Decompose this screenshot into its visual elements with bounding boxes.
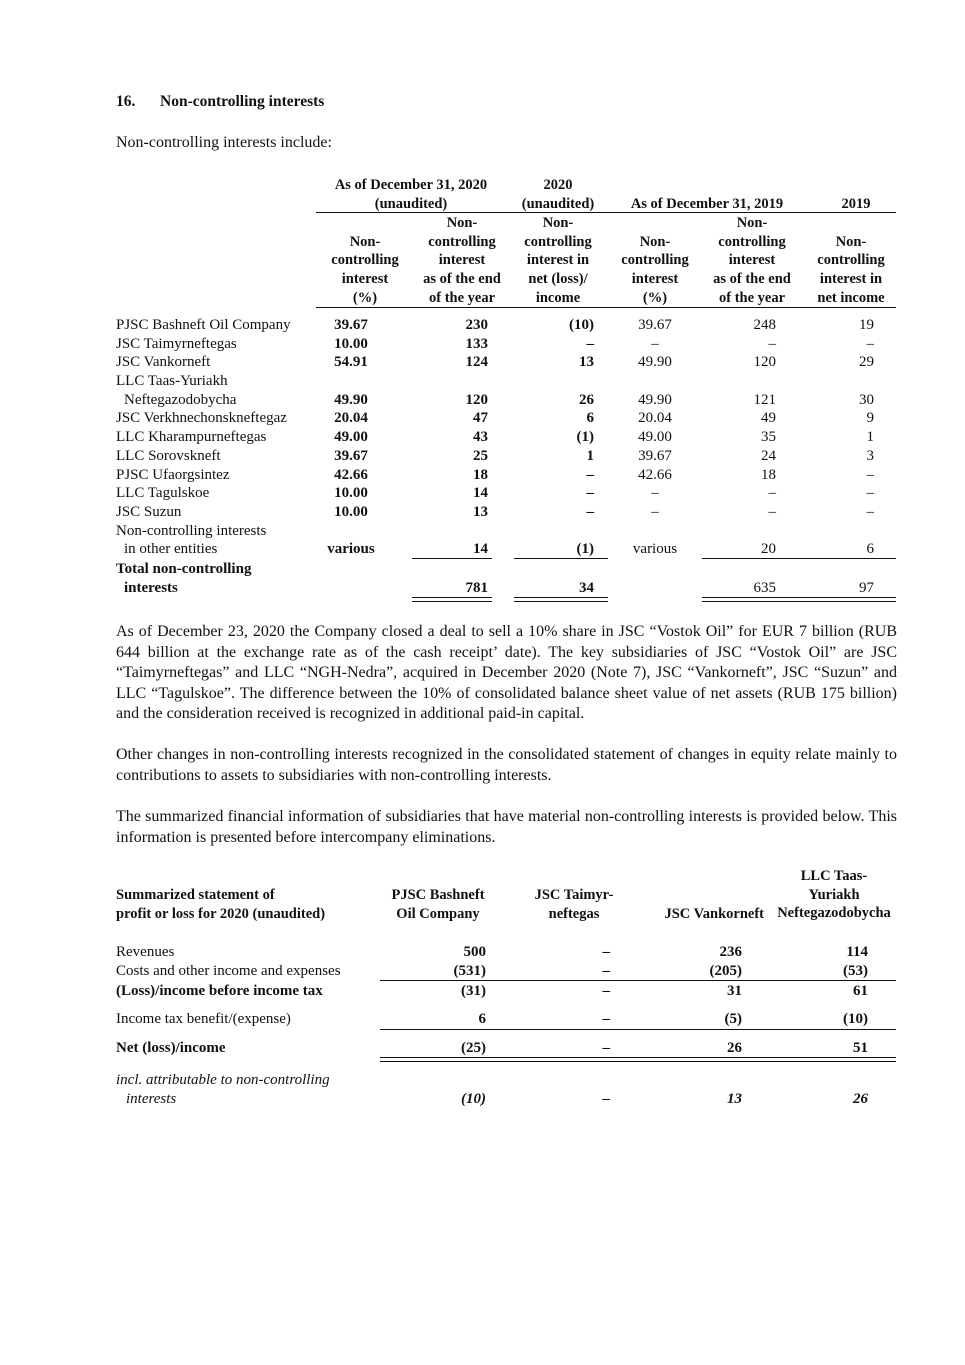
table-row-income-tax [116,1010,896,1029]
cell-nci-pct-2019: various [632,541,678,558]
total-nci-2020: 781 [465,579,488,596]
row-label: LLC Sorovskneft [116,447,221,464]
table2-title-line: profit or loss for 2020 (unaudited) [116,905,326,922]
table-row-nci [116,1090,896,1109]
cell-nci-income-2019: – [866,466,874,483]
table-row-before-tax [116,982,896,1001]
cell-bashneft: (10) [461,1090,486,1107]
table-row [116,316,896,335]
cell-nci-2019: 24 [761,447,776,464]
col-header-c2-line: of the year [428,289,496,306]
cell-nci-pct-2020: 49.00 [334,429,368,446]
col-header-c1-line: interest [341,271,389,288]
table-row-revenues [116,943,896,962]
section-number: 16. [116,93,136,110]
cell-nci-income-2019: 19 [859,317,874,333]
col-header-c3-line: controlling [524,233,592,250]
cell-taas-yuriakh: 61 [853,983,868,999]
col-header-c5 [704,214,800,308]
cell-nci-income-2020: (1) [576,541,594,558]
row-label: LLC Kharampurneftegas [116,429,267,446]
col-header-c1-line: Non- [349,233,381,250]
col-header-c5-line: interest [728,252,776,269]
intro-text: Non-controlling interests include: [116,134,332,151]
col-header-c5-line: controlling [718,233,786,250]
cell-nci-2019: – [768,503,776,520]
cell-nci-income-2020: 6 [586,410,594,427]
table-row [116,447,896,466]
total-nci-income-2020: 34 [579,579,594,596]
cell-nci-pct-2020: 49.90 [334,391,368,408]
table-row-nci-label [116,1071,896,1090]
cell-nci-pct-2019: – [651,485,659,502]
cell-taimyrneftegas: – [602,944,610,960]
cell-nci-2019: – [768,335,776,352]
table-row [116,484,896,503]
cell-nci-2020: 14 [473,485,488,502]
cell-nci-pct-2019: 39.67 [638,317,672,333]
cell-nci-2019: 35 [761,429,776,446]
row-label: Revenues [116,944,175,960]
col-header-c4-line: interest [631,271,679,288]
col-header-c2-line: controlling [428,233,496,250]
cell-taimyrneftegas: – [602,1040,610,1056]
cell-nci-income-2019: 6 [866,541,874,558]
col-header-line: PJSC Bashneft [391,887,485,903]
total-nci-income-2019: 97 [859,579,874,596]
row-label: interests [126,1090,177,1107]
total-double-rule [412,597,492,602]
table-row [116,540,896,559]
cell-nci-income-2019: 9 [866,410,874,427]
column-header-rule [316,307,896,308]
cell-nci-2019: 18 [761,466,776,483]
cell-taas-yuriakh: (53) [843,962,868,979]
cell-nci-pct-2020: 42.66 [334,466,368,483]
cell-nci-2020: 230 [465,317,488,333]
cell-nci-income-2020: 26 [579,391,594,408]
table-row [116,409,896,428]
cell-taas-yuriakh: 26 [853,1090,868,1107]
col-header-c4-line [608,214,702,233]
cell-nci-2020: 133 [465,335,488,352]
cell-vankorneft: (205) [709,962,742,979]
cell-nci-income-2020: – [586,466,594,483]
subtotal-rule [412,558,492,559]
paragraph-vostok-oil: As of December 23, 2020 the Company closed a deal to sell a 10% share in JSC “Vostok Oil” for EUR 7 billion (RUB 644 billion at the exchange rate as of the cash receipt’ date). The key subsidiaries of JSC “Vostok Oil” are JSC “Taimyrneftegas” and LLC “NGH-Nedra”, acquired in December 2020 (Note 7), JSC “Vankorneft”, JSC “Suzun” and LLC “Tagulskoe”. The difference between the 10% of consolidated balance sheet value of net assets (RUB 175 billion) and the consideration received is recognized in additional paid-in capital. [116,623,897,722]
col-header-c6-line [806,214,896,233]
col-header-c3 [514,214,602,308]
table-row [116,522,896,541]
cell-taimyrneftegas: – [602,1090,610,1107]
row-label: Costs and other income and expenses [116,962,341,979]
cell-nci-2020: 47 [473,410,488,427]
row-label: PJSC Bashneft Oil Company [116,317,291,333]
subtotal-rule [380,1029,896,1030]
table-row [116,466,896,485]
cell-bashneft: (531) [453,962,486,979]
cell-nci-pct-2019: 42.66 [638,466,672,483]
cell-vankorneft: 31 [727,983,742,999]
col-header-c3-line: Non- [542,215,574,231]
total-double-rule [514,597,608,602]
group-header-2020-income-line2: (unaudited) [521,195,595,212]
section-heading [116,93,324,111]
cell-vankorneft: 236 [719,944,742,960]
row-label: JSC Vankorneft [116,354,211,371]
cell-nci-2020: 14 [473,541,488,558]
cell-vankorneft: (5) [724,1011,742,1027]
row-label: Neftegazodobycha [124,391,237,408]
col-header-c2-line: Non- [446,215,478,231]
col-header-c4 [608,214,702,308]
cell-taimyrneftegas: – [602,962,610,979]
cell-nci-2019: 20 [761,541,776,558]
table-row [116,428,896,447]
col-header-taas-yuriakh [764,867,904,923]
group-header-2020-income [514,176,602,213]
cell-nci-2020: 120 [465,391,488,408]
cell-nci-pct-2019: – [651,335,659,352]
cell-nci-pct-2019: 49.90 [638,391,672,408]
group-header-2019-income: 2019 [841,195,871,212]
col-header-c1-line [316,214,414,233]
cell-nci-income-2019: 3 [866,447,874,464]
paragraph-summarized-info: The summarized financial information of subsidiaries that have material non-controlling interests is provided below. This information is presented before intercompany eliminations. [116,808,897,846]
total-nci-2019: 635 [753,579,776,596]
cell-taas-yuriakh: (10) [843,1011,868,1027]
table-row [116,503,896,522]
cell-nci-income-2019: 30 [859,391,874,408]
group-header-2020-line1: As of December 31, 2020 [334,177,488,193]
col-header-c1 [316,214,414,308]
group-header-2020 [316,176,506,213]
cell-bashneft: (31) [461,983,486,999]
row-label: in other entities [124,541,218,558]
row-label: JSC Taimyrneftegas [116,335,237,352]
cell-nci-income-2019: 1 [866,429,874,446]
subtotal-rule [514,558,608,559]
col-header-c1-line: (%) [352,289,378,306]
group-header-2020-line2: (unaudited) [374,195,448,212]
cell-nci-income-2020: 1 [586,447,594,464]
row-label: Non-controlling interests [116,522,267,539]
row-label: JSC Suzun [116,503,182,520]
row-label: Net (loss)/income [116,1040,226,1056]
subtotal-rule [702,558,896,559]
row-label: LLC Taas-Yuriakh [116,373,228,390]
col-header-c4-line: Non- [639,233,671,250]
col-header-c6 [806,214,896,308]
table-row-net-income [116,1039,896,1058]
cell-bashneft: 6 [478,1011,486,1027]
table2-title [116,886,325,923]
col-header-line: JSC Taimyr- [534,887,614,903]
cell-bashneft: 500 [463,944,486,960]
cell-nci-pct-2020: 10.00 [334,503,368,520]
col-header-c2-line: interest [438,252,486,269]
cell-nci-2020: 18 [473,466,488,483]
col-header-c2 [414,214,510,308]
col-header-taimyrneftegas [514,886,634,923]
cell-nci-pct-2020: 10.00 [334,485,368,502]
col-header-c6-line: net income [817,289,885,306]
cell-nci-pct-2019: – [651,503,659,520]
group-header-2020-income-line1: 2020 [543,177,573,193]
col-header-c5-line: as of the end [713,271,791,288]
cell-nci-pct-2020: 20.04 [334,410,368,427]
col-header-c3-line: income [535,289,581,306]
col-header-c2-line: as of the end [423,271,501,288]
cell-nci-income-2020: (10) [569,317,594,333]
cell-vankorneft: 13 [727,1090,742,1107]
cell-nci-2019: 120 [753,354,776,371]
row-label: incl. attributable to non-controlling [116,1072,330,1088]
cell-nci-pct-2020: 39.67 [334,447,368,464]
cell-nci-pct-2019: 20.04 [638,410,672,427]
cell-nci-pct-2020: 39.67 [334,317,368,333]
table-row [116,353,896,372]
col-header-c3-line: net (loss)/ [528,271,588,288]
col-header-c1-line: controlling [331,252,399,269]
cell-nci-2019: – [768,485,776,502]
col-header-bashneft [378,886,498,923]
table-row [116,372,896,391]
nci-table-body [116,316,896,559]
col-header-c5-line: Non- [736,215,768,231]
cell-nci-income-2020: 13 [579,354,594,371]
group-header-2019: As of December 31, 2019 [630,195,784,212]
cell-taimyrneftegas: – [602,1011,610,1027]
col-header-c4-line: (%) [642,289,668,306]
cell-nci-income-2019: – [866,335,874,352]
header-rule [316,212,896,213]
cell-nci-pct-2019: 49.90 [638,354,672,371]
row-label: JSC Verkhnechonskneftegaz [116,410,287,427]
total-row-label [116,560,896,579]
cell-nci-income-2019: – [866,485,874,502]
cell-nci-pct-2020: 10.00 [334,335,368,352]
table2-title-line: Summarized statement of [116,887,275,903]
total-label: interests [124,579,178,596]
col-header-line: JSC Vankorneft [664,905,764,922]
col-header-line: Oil Company [396,905,480,922]
total-double-rule [380,1057,896,1062]
col-header-vankorneft [644,905,764,924]
cell-taimyrneftegas: – [602,983,610,999]
subtotal-rule [380,980,896,981]
col-header-line: Yuriakh [808,886,860,903]
cell-nci-pct-2019: 39.67 [638,447,672,464]
col-header-c3-line: interest in [526,252,590,269]
cell-nci-income-2020: (1) [576,429,594,446]
table-row-costs [116,962,896,981]
col-header-line: neftegas [548,905,600,922]
cell-nci-2019: 248 [753,317,776,333]
row-label: (Loss)/income before income tax [116,983,323,999]
cell-nci-income-2019: – [866,503,874,520]
row-label: LLC Tagulskoe [116,485,210,502]
section-title: Non-controlling interests [160,93,325,110]
cell-nci-pct-2020: various [327,541,375,558]
cell-taas-yuriakh: 114 [846,944,868,960]
cell-nci-2019: 121 [753,391,776,408]
cell-nci-pct-2019: 49.00 [638,429,672,446]
cell-nci-income-2020: – [586,335,594,352]
cell-taas-yuriakh: 51 [853,1040,868,1056]
table-row [116,335,896,354]
total-row [116,579,896,598]
cell-nci-pct-2020: 54.91 [334,354,368,371]
cell-nci-2019: 49 [761,410,776,427]
total-double-rule [702,597,896,602]
paragraph-other-changes: Other changes in non-controlling interests recognized in the consolidated statement of changes in equity relate mainly to contributions to assets to subsidiaries with non-controlling interests. [116,746,897,784]
col-header-c4-line: controlling [621,252,689,269]
cell-nci-2020: 25 [473,447,488,464]
col-header-line: LLC Taas- [800,868,868,884]
cell-nci-2020: 13 [473,503,488,520]
cell-nci-2020: 124 [465,354,488,371]
col-header-c6-line: controlling [817,252,885,269]
col-header-line: Neftegazodobycha [777,905,891,922]
total-label: Total non-controlling [116,561,252,577]
col-header-c6-line: Non- [835,233,867,250]
cell-nci-2020: 43 [473,429,488,446]
cell-vankorneft: 26 [727,1040,742,1056]
row-label: PJSC Ufaorgsintez [116,466,230,483]
cell-nci-income-2019: 29 [859,354,874,371]
cell-nci-income-2020: – [586,503,594,520]
col-header-c6-line: interest in [819,271,883,288]
col-header-c5-line: of the year [718,289,786,306]
row-label: Income tax benefit/(expense) [116,1011,291,1027]
table-row [116,391,896,410]
cell-bashneft: (25) [461,1040,486,1056]
cell-nci-income-2020: – [586,485,594,502]
